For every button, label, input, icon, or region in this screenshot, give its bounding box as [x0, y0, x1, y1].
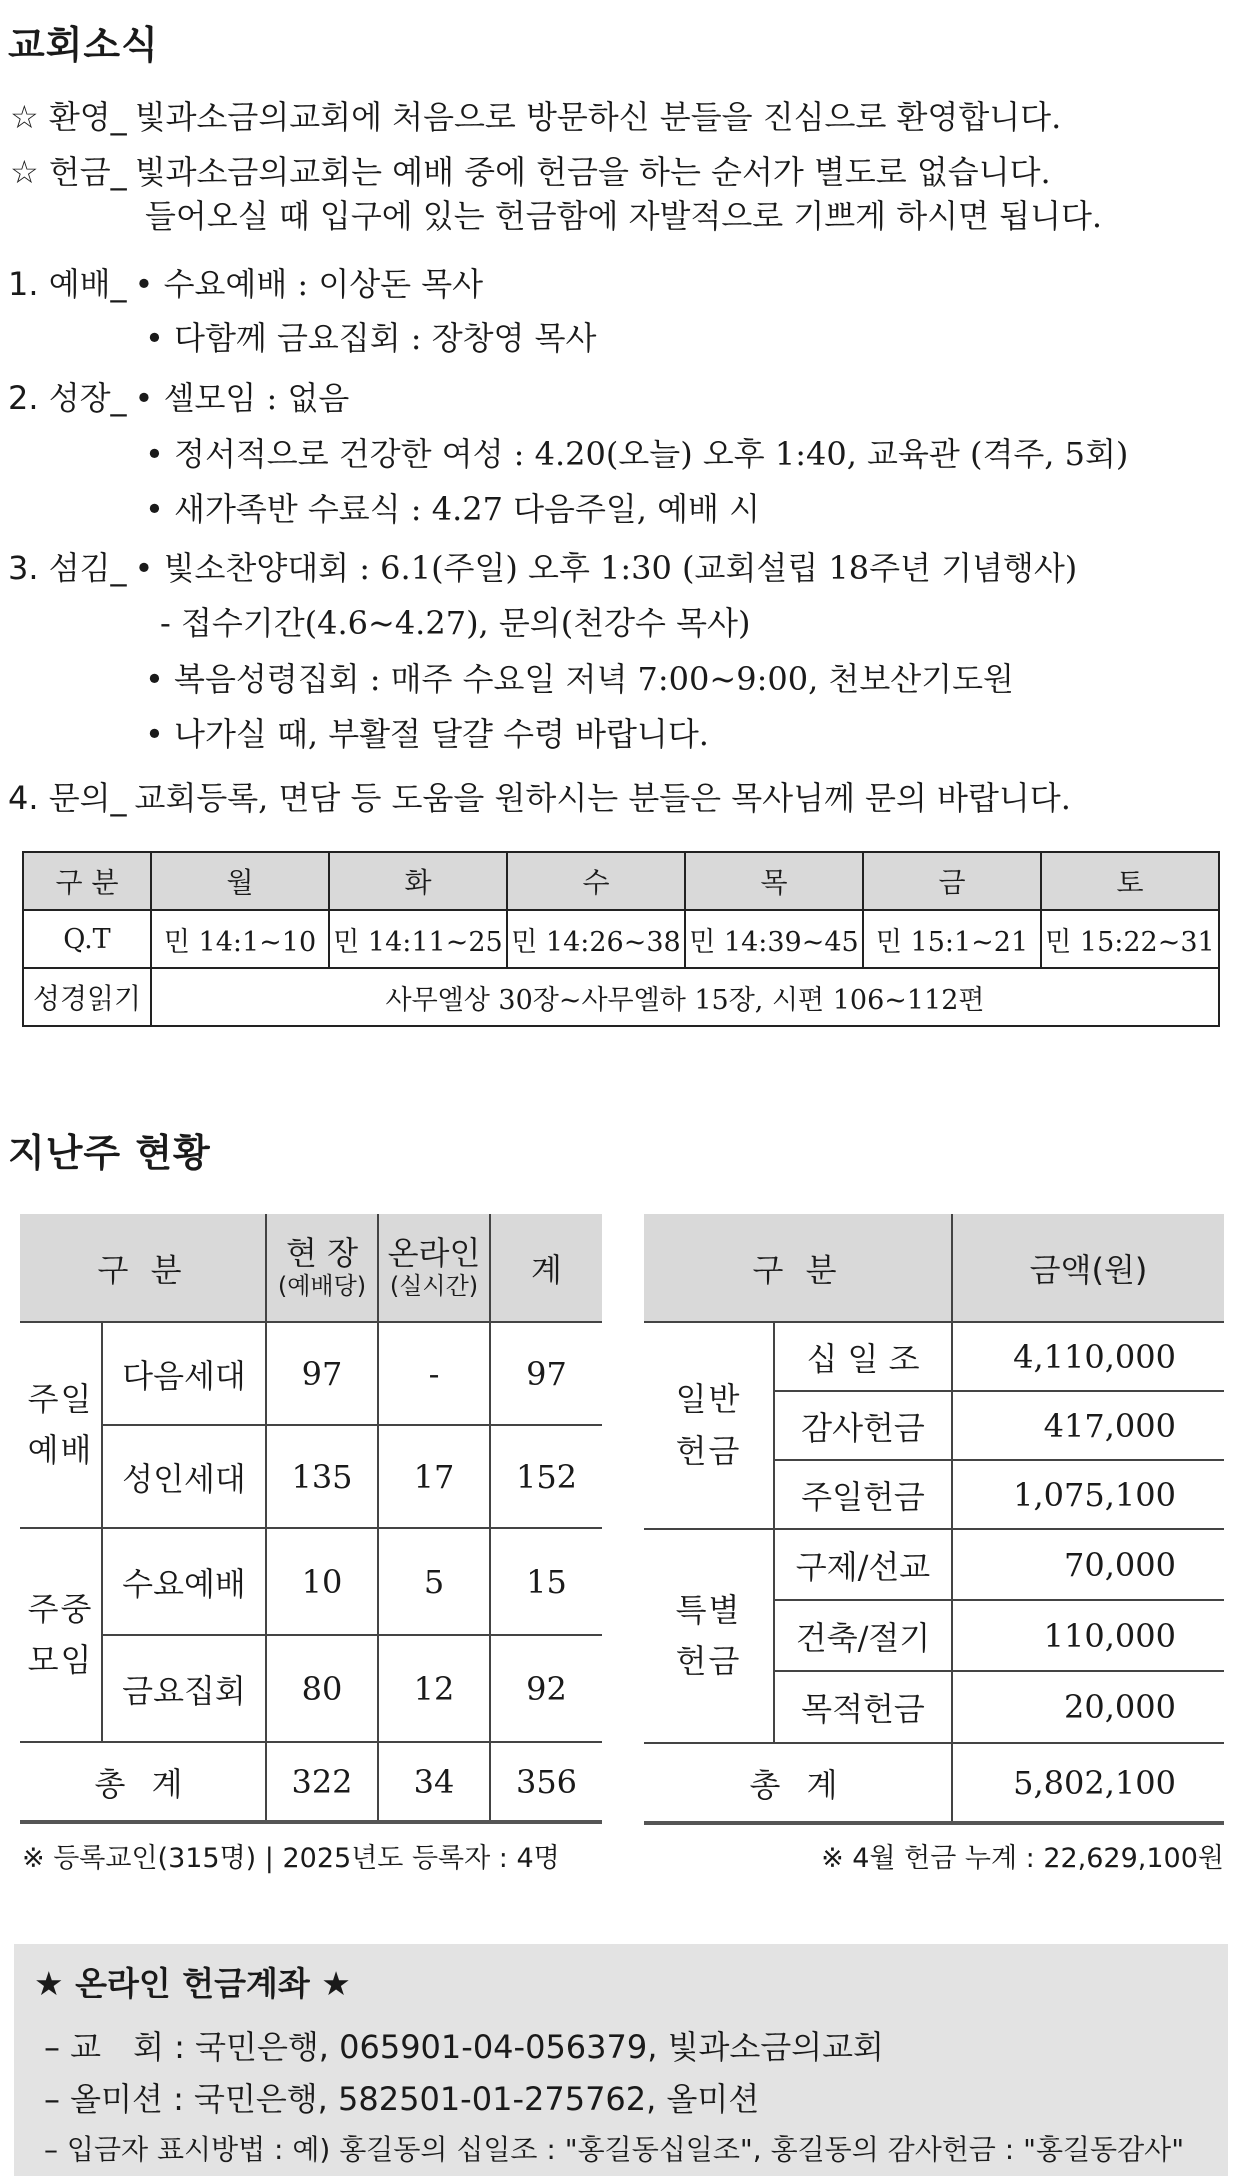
item-worship-label: 1. 예배_ [8, 265, 127, 303]
qt-thu: 민 14:39~45 [685, 910, 863, 968]
offering-group-general: 일반 헌금 [644, 1322, 774, 1529]
table-row [20, 1528, 602, 1635]
item-growth-line-1: • 셀모임 : 없음 [134, 379, 350, 417]
offering-row-amount: 1,075,100 [952, 1460, 1224, 1529]
item-service [8, 549, 1077, 587]
attendance-row-name: 수요예배 [102, 1528, 266, 1635]
item-service-label: 3. 섬김_ [8, 549, 127, 587]
attendance-sum-row [20, 1742, 602, 1822]
offering-row-name: 건축/절기 [774, 1600, 952, 1671]
offering-row-name: 감사헌금 [774, 1391, 952, 1460]
reading-row-label: 성경읽기 [23, 968, 151, 1026]
attendance-row-online: - [378, 1322, 490, 1425]
offering-header-category: 구 분 [644, 1214, 952, 1322]
attendance-row-online: 12 [378, 1635, 490, 1742]
offering-sum-label: 총 계 [644, 1743, 952, 1823]
item-inquiry-label: 4. 문의_ [8, 779, 127, 817]
attendance-header-onsite-label: 현 장 [286, 1233, 358, 1272]
offering-row-amount: 20,000 [952, 1671, 1224, 1743]
offering-sum-amount: 5,802,100 [952, 1743, 1224, 1823]
qt-mon: 민 14:1~10 [151, 910, 329, 968]
qt-tue: 민 14:11~25 [329, 910, 507, 968]
qt-header-mon: 월 [151, 852, 329, 910]
item-growth-line-2: • 정서적으로 건강한 여성 : 4.20(오늘) 오후 1:40, 교육관 (격주, 5회) [145, 435, 1129, 473]
account-church: – 교 회 : 국민은행, 065901-04-056379, 빛과소금의교회 [44, 2028, 884, 2066]
item-worship [8, 265, 483, 303]
attendance-header-onsite [266, 1214, 378, 1322]
qt-header-tue: 화 [329, 852, 507, 910]
reading-row [23, 968, 1219, 1026]
table-row [20, 1425, 602, 1528]
attendance-row-onsite: 97 [266, 1322, 378, 1425]
attendance-header-online [378, 1214, 490, 1322]
qt-fri: 민 15:1~21 [863, 910, 1041, 968]
qt-table-header [23, 852, 1219, 910]
depositor-method: – 입금자 표시방법 : 예) 홍길동의 십일조 : "홍길동십일조", 홍길동의 감사헌금 : "홍길동감사" [44, 2133, 1185, 2166]
item-growth-line-3: • 새가족반 수료식 : 4.27 다음주일, 예배 시 [145, 490, 761, 528]
item-service-line-3: • 복음성령집회 : 매주 수요일 저녁 7:00~9:00, 천보산기도원 [145, 660, 1014, 698]
offering-row-amount: 4,110,000 [952, 1322, 1224, 1391]
attendance-header [20, 1214, 602, 1322]
offering-group-special: 특별 헌금 [644, 1529, 774, 1743]
offering-note: ※ 4월 헌금 누계 : 22,629,100원 [821, 1843, 1224, 1874]
offering-table [644, 1214, 1224, 1825]
offering-row-name: 주일헌금 [774, 1460, 952, 1529]
item-growth [8, 379, 349, 417]
attendance-row-onsite: 135 [266, 1425, 378, 1528]
attendance-row-total: 15 [490, 1528, 602, 1635]
online-offering-accounts [14, 1944, 1228, 2176]
offering-row-amount: 70,000 [952, 1529, 1224, 1600]
attendance-header-onsite-sub: (예배당) [277, 1271, 367, 1300]
item-inquiry-line-1: 교회등록, 면담 등 도움을 원하시는 분들은 목사님께 문의 바랍니다. [134, 779, 1071, 817]
reading-plan: 사무엘상 30장~사무엘하 15장, 시편 106~112편 [151, 968, 1219, 1026]
qt-header-sat: 토 [1041, 852, 1219, 910]
item-service-line-2: - 접수기간(4.6~4.27), 문의(천강수 목사) [160, 604, 751, 642]
table-row [20, 1635, 602, 1742]
offering-header-amount: 금액(원) [952, 1214, 1224, 1322]
offering-header [644, 1214, 1224, 1322]
offering-row-name: 목적헌금 [774, 1671, 952, 1743]
attendance-row-total: 92 [490, 1635, 602, 1742]
item-service-line-4: • 나가실 때, 부활절 달걀 수령 바랍니다. [145, 715, 709, 753]
offering-text-2: 들어오실 때 입구에 있는 헌금함에 자발적으로 기쁘게 하시면 됩니다. [145, 197, 1103, 235]
attendance-sum-label: 총 계 [20, 1742, 266, 1822]
item-worship-line-1: • 수요예배 : 이상돈 목사 [134, 265, 484, 303]
offering-row-amount: 417,000 [952, 1391, 1224, 1460]
table-row [644, 1529, 1224, 1600]
item-worship-line-2: • 다함께 금요집회 : 장창영 목사 [145, 319, 597, 357]
welcome-notice [10, 98, 1061, 136]
welcome-label: ☆ 환영_ [10, 98, 127, 136]
attendance-row-total: 152 [490, 1425, 602, 1528]
attendance-header-total: 계 [490, 1214, 602, 1322]
qt-wed: 민 14:26~38 [507, 910, 685, 968]
attendance-row-onsite: 10 [266, 1528, 378, 1635]
attendance-row-name: 다음세대 [102, 1322, 266, 1425]
attendance-group-weekday: 주중 모임 [20, 1528, 102, 1742]
attendance-sum-online: 34 [378, 1742, 490, 1822]
attendance-row-online: 5 [378, 1528, 490, 1635]
accounts-title: ★ 온라인 헌금계좌 ★ [34, 1964, 351, 2003]
item-inquiry [8, 779, 1071, 817]
attendance-table [20, 1214, 602, 1824]
attendance-header-online-sub: (실시간) [389, 1271, 479, 1300]
qt-row [23, 910, 1219, 968]
welcome-text: 빛과소금의교회에 처음으로 방문하신 분들을 진심으로 환영합니다. [134, 98, 1062, 136]
offering-label: ☆ 헌금_ [10, 153, 127, 191]
attendance-sum-onsite: 322 [266, 1742, 378, 1822]
item-growth-label: 2. 성장_ [8, 379, 127, 417]
attendance-header-category: 구 분 [20, 1214, 266, 1322]
attendance-row-onsite: 80 [266, 1635, 378, 1742]
offering-row-name: 십 일 조 [774, 1322, 952, 1391]
offering-text-1: 빛과소금의교회는 예배 중에 헌금을 하는 순서가 별도로 없습니다. [134, 153, 1051, 191]
attendance-group-sunday: 주일 예배 [20, 1322, 102, 1528]
qt-sat: 민 15:22~31 [1041, 910, 1219, 968]
section-title-news: 교회소식 [8, 23, 159, 67]
attendance-header-online-label: 온라인 [387, 1233, 481, 1272]
attendance-row-online: 17 [378, 1425, 490, 1528]
qt-table [22, 851, 1220, 1027]
qt-header-category: 구 분 [23, 852, 151, 910]
offering-row-amount: 110,000 [952, 1600, 1224, 1671]
attendance-row-total: 97 [490, 1322, 602, 1425]
qt-header-fri: 금 [863, 852, 1041, 910]
offering-sum-row [644, 1743, 1224, 1823]
qt-header-thu: 목 [685, 852, 863, 910]
qt-row-label: Q.T [23, 910, 151, 968]
offering-notice [10, 153, 1051, 191]
account-mission: – 올미션 : 국민은행, 582501-01-275762, 올미션 [44, 2080, 760, 2118]
table-row [20, 1322, 602, 1425]
attendance-note: ※ 등록교인(315명) | 2025년도 등록자 : 4명 [22, 1843, 560, 1874]
attendance-row-name: 성인세대 [102, 1425, 266, 1528]
attendance-row-name: 금요집회 [102, 1635, 266, 1742]
offering-row-name: 구제/선교 [774, 1529, 952, 1600]
item-service-line-1: • 빛소찬양대회 : 6.1(주일) 오후 1:30 (교회설립 18주년 기념행사) [134, 549, 1078, 587]
attendance-sum-total: 356 [490, 1742, 602, 1822]
qt-header-wed: 수 [507, 852, 685, 910]
table-row [644, 1322, 1224, 1391]
section-title-last-week: 지난주 현황 [8, 1131, 211, 1175]
